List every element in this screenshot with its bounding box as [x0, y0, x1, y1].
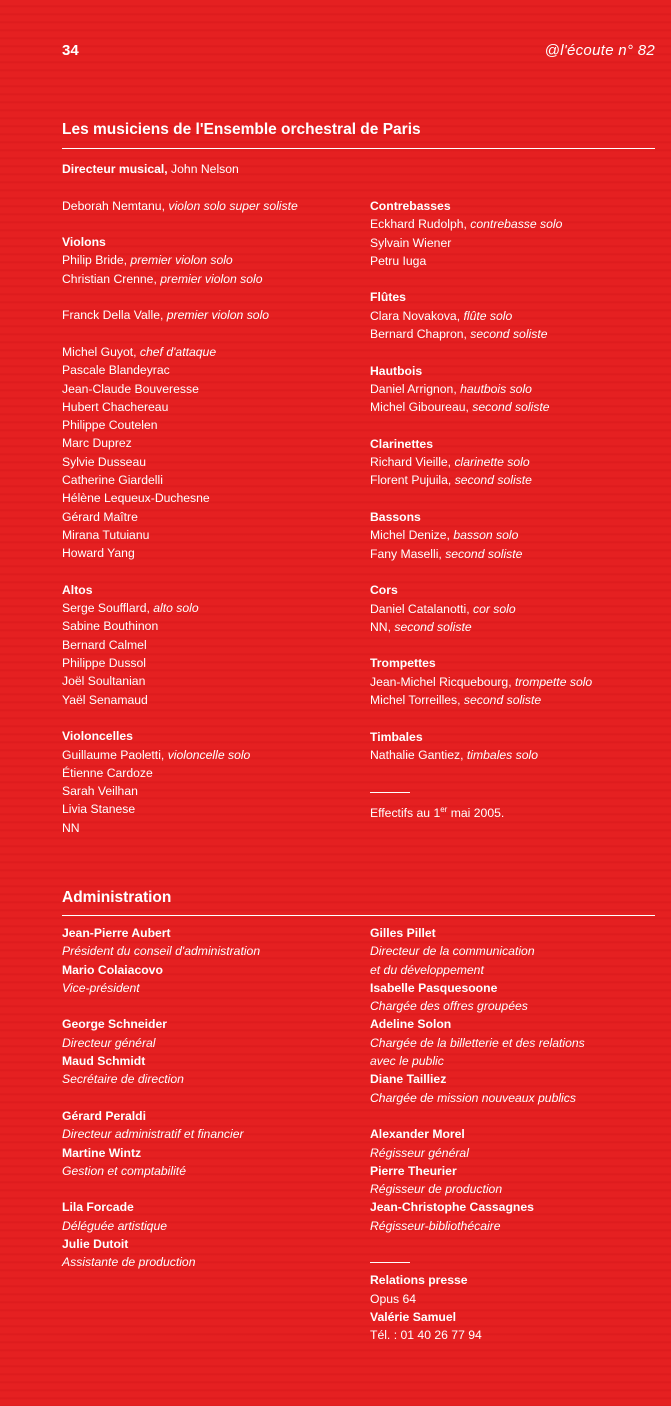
list-item: Bernard Calmel [62, 637, 147, 652]
list-item: Eckhard Rudolph, contrebasse solo [370, 217, 563, 232]
staff-role: Secrétaire de direction [62, 1072, 184, 1087]
staff-role: Assistante de production [62, 1255, 196, 1270]
bassons-heading: Bassons [370, 510, 421, 525]
staff-role: Régisseur-bibliothécaire [370, 1218, 501, 1233]
list-item: Étienne Cardoze [62, 765, 153, 780]
list-item: Florent Pujuila, second soliste [370, 473, 532, 488]
staff-name: Isabelle Pasquesoone [370, 980, 498, 995]
list-item: Nathalie Gantiez, timbales solo [370, 747, 539, 762]
list-item: NN [62, 820, 80, 835]
list-item: Catherine Giardelli [62, 473, 163, 488]
staff-role: Directeur administratif et financier [62, 1127, 244, 1142]
staff-name: Adeline Solon [370, 1017, 452, 1032]
list-item: Daniel Catalanotti, cor solo [370, 601, 516, 616]
list-item: Michel Giboureau, second soliste [370, 400, 550, 415]
list-item: Pascale Blandeyrac [62, 363, 170, 378]
staff-name: Pierre Theurier [370, 1163, 457, 1178]
list-item: Philippe Dussol [62, 656, 147, 671]
musicians-left-column [62, 160, 362, 837]
staff-name: Julie Dutoit [62, 1237, 129, 1252]
list-item: Michel Torreilles, second soliste [370, 693, 542, 708]
list-item: Guillaume Paoletti, violoncelle solo [62, 747, 251, 762]
staff-role: Déléguée artistique [62, 1218, 168, 1233]
list-item: Mirana Tutuianu [62, 527, 150, 542]
publication-header: @l'écoute n° 82 [544, 42, 655, 59]
staff-name: Alexander Morel [370, 1127, 465, 1142]
list-item: NN, second soliste [370, 619, 472, 634]
effectifs-note: Effectifs au 1er mai 2005. [370, 804, 505, 820]
staff-role: Président du conseil d'administration [62, 944, 261, 959]
press-divider [370, 1262, 410, 1263]
staff-name: Jean-Christophe Cassagnes [370, 1200, 534, 1215]
list-item: Philippe Coutelen [62, 418, 158, 433]
press-heading: Relations presse [370, 1273, 468, 1288]
list-item: Michel Guyot, chef d'attaque [62, 344, 217, 359]
staff-role: Gestion et comptabilité [62, 1163, 186, 1178]
list-item: Joël Soultanian [62, 674, 146, 689]
list-item: Hubert Chachereau [62, 399, 169, 414]
list-item: Livia Stanese [62, 802, 136, 817]
administration-right-column [370, 924, 660, 1345]
contrebasses-heading: Contrebasses [370, 199, 451, 213]
hautbois-heading: Hautbois [370, 363, 423, 378]
staff-name: Martine Wintz [62, 1145, 142, 1160]
list-item: Sabine Bouthinon [62, 619, 159, 634]
press-agency: Opus 64 [370, 1291, 417, 1306]
staff-role: Régisseur de production [370, 1182, 503, 1197]
lead-violin: Deborah Nemtanu, violon solo super soliste [62, 198, 298, 213]
staff-name: Jean-Pierre Aubert [62, 926, 171, 940]
staff-name: Gérard Peraldi [62, 1108, 146, 1123]
staff-name: Lila Forcade [62, 1200, 134, 1215]
list-item: Jean-Claude Bouveresse [62, 381, 199, 396]
list-item: Richard Vieille, clarinette solo [370, 455, 530, 470]
staff-role: Chargée des offres groupées [370, 999, 528, 1014]
list-item: Clara Novakova, flûte solo [370, 308, 513, 323]
list-item: Jean-Michel Ricquebourg, trompette solo [370, 674, 593, 689]
staff-name: Mario Colaiacovo [62, 962, 163, 977]
trompettes-heading: Trompettes [370, 656, 436, 671]
cors-heading: Cors [370, 583, 398, 598]
staff-role: Vice-président [62, 980, 140, 995]
clarinettes-heading: Clarinettes [370, 436, 433, 451]
administration-divider [62, 915, 655, 916]
list-item: Bernard Chapron, second soliste [370, 327, 548, 342]
staff-name: George Schneider [62, 1017, 167, 1032]
list-item: Yaël Senamaud [62, 692, 148, 707]
violoncelles-heading: Violoncelles [62, 729, 133, 744]
list-item: Marc Duprez [62, 436, 132, 451]
timbales-heading: Timbales [370, 729, 423, 744]
administration-title: Administration [62, 889, 172, 906]
violons-heading: Violons [62, 235, 106, 250]
list-item: Christian Crenne, premier violon solo [62, 271, 263, 286]
effectifs-divider [370, 792, 410, 793]
staff-name: Diane Tailliez [370, 1072, 447, 1087]
staff-role: Chargée de mission nouveaux publics [370, 1090, 576, 1105]
staff-role: Chargée de la billetterie et des relations [370, 1035, 585, 1050]
list-item: Michel Denize, basson solo [370, 528, 519, 543]
list-item: Daniel Arrignon, hautbois solo [370, 381, 532, 396]
list-item: Petru Iuga [370, 253, 427, 268]
staff-role: Directeur de la communication [370, 944, 535, 959]
administration-left-column [62, 924, 362, 1272]
staff-role: Directeur général [62, 1035, 156, 1050]
musicians-divider [62, 148, 655, 149]
list-item: Fany Maselli, second soliste [370, 546, 523, 561]
staff-role: avec le public [370, 1054, 444, 1069]
list-item: Philip Bride, premier violon solo [62, 253, 233, 268]
list-item: Serge Soufflard, alto solo [62, 601, 199, 616]
list-item: Sylvain Wiener [370, 235, 452, 250]
musicians-title: Les musiciens de l'Ensemble orchestral de Paris [62, 121, 421, 138]
staff-name: Maud Schmidt [62, 1054, 146, 1069]
page-number: 34 [62, 42, 79, 59]
flutes-heading: Flûtes [370, 290, 406, 305]
musicians-right-column [370, 197, 660, 822]
list-item: Sylvie Dusseau [62, 454, 146, 469]
press-phone: Tél. : 01 40 26 77 94 [370, 1328, 482, 1343]
staff-name: Gilles Pillet [370, 926, 436, 940]
staff-role: et du développement [370, 962, 484, 977]
altos-heading: Altos [62, 582, 93, 597]
list-item: Hélène Lequeux-Duchesne [62, 491, 210, 506]
list-item: Howard Yang [62, 546, 135, 561]
director-line: Directeur musical, John Nelson [62, 162, 239, 176]
list-item: Sarah Veilhan [62, 784, 138, 799]
press-contact: Valérie Samuel [370, 1309, 457, 1324]
staff-role: Régisseur général [370, 1145, 469, 1160]
list-item: Gérard Maître [62, 509, 138, 524]
list-item: Franck Della Valle, premier violon solo [62, 308, 270, 323]
